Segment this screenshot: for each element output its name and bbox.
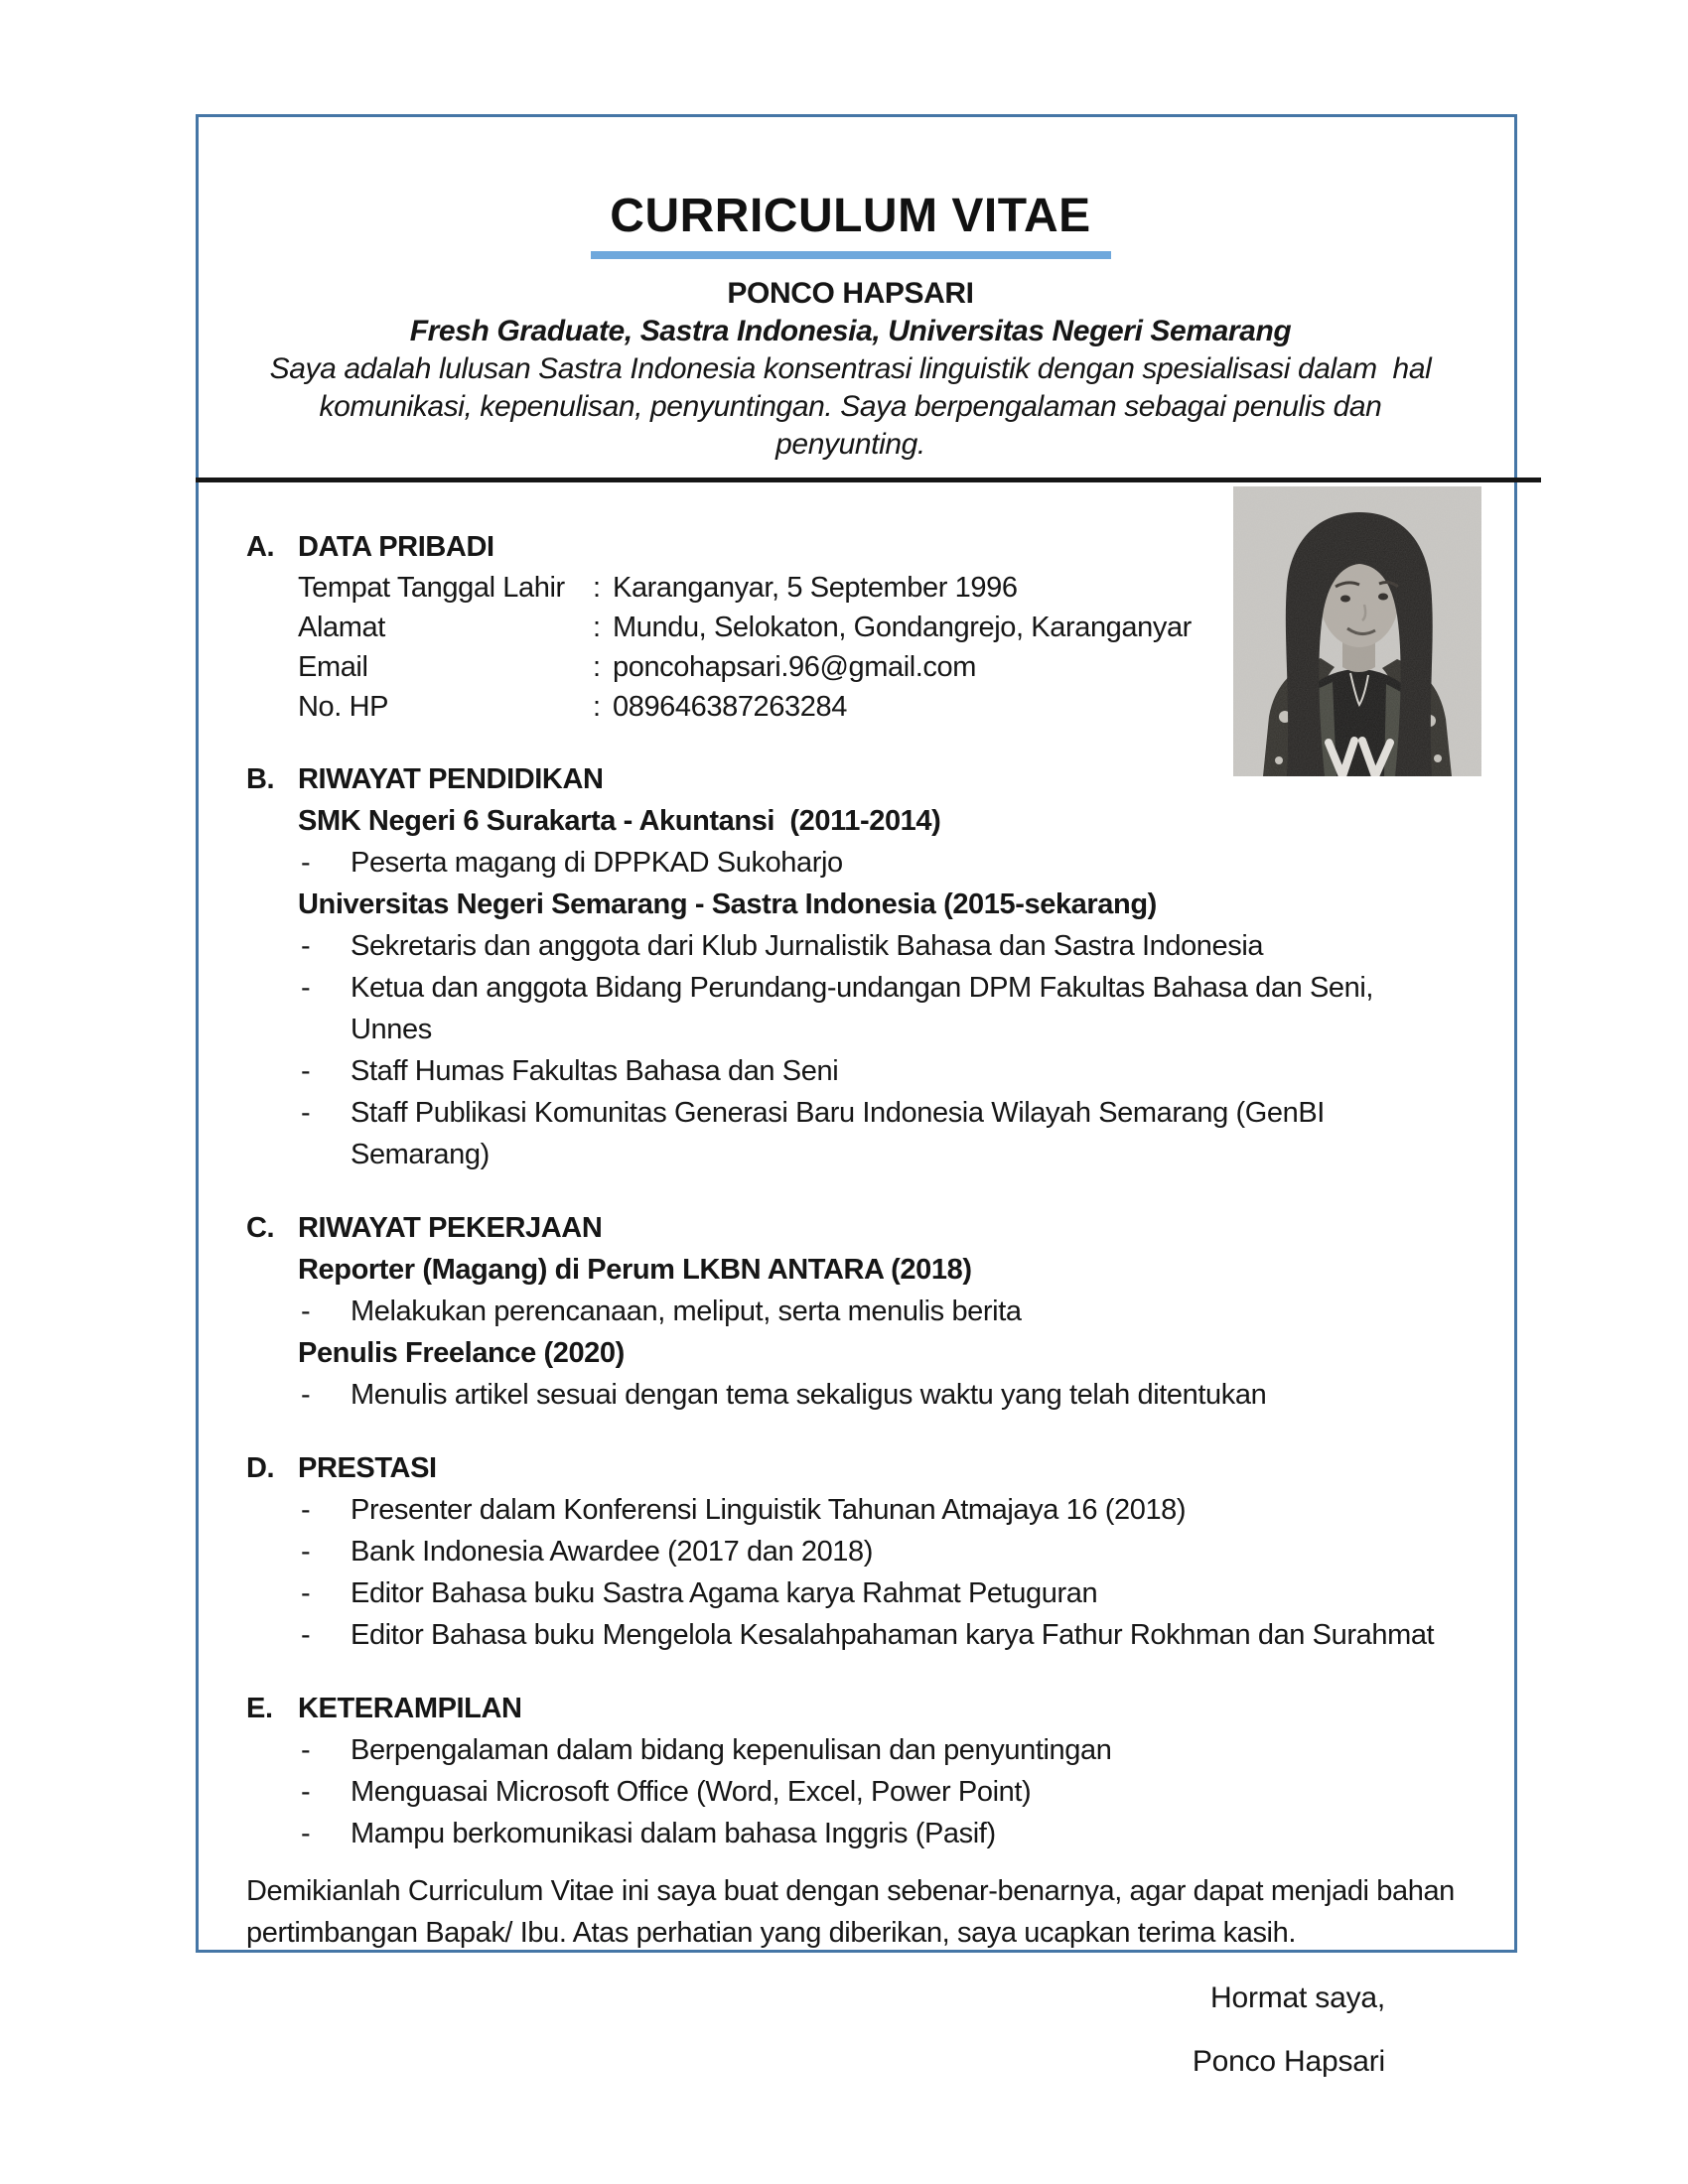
- section-heading: [246, 1688, 1455, 1729]
- page-frame: [196, 114, 1517, 2078]
- section-letter: C.: [246, 1212, 275, 1244]
- bullet-item: [298, 925, 1455, 967]
- section-title: RIWAYAT PENDIDIKAN: [298, 763, 604, 795]
- entry-heading: Universitas Negeri Semarang - Sastra Indonesia (2015-sekarang): [298, 888, 1157, 920]
- bullet-item: [298, 1729, 1455, 1771]
- bullet-text: Editor Bahasa buku Mengelola Kesalahpahaman karya Fathur Rokhman dan Surahmat: [351, 1619, 1435, 1651]
- bullet-text: Bank Indonesia Awardee (2017 dan 2018): [351, 1536, 874, 1568]
- data-row-label: Tempat Tanggal Lahir: [298, 572, 565, 604]
- bullet-dash: -: [301, 1818, 311, 1849]
- entry-heading: Penulis Freelance (2020): [298, 1337, 625, 1369]
- bullet-dash: -: [301, 847, 311, 879]
- page-title: CURRICULUM VITAE: [610, 190, 1091, 242]
- data-row-colon: :: [593, 691, 601, 723]
- person-name: PONCO HAPSARI: [727, 277, 974, 310]
- bullet-dash: -: [301, 930, 311, 962]
- bullet-text: Melakukan perencanaan, meliput, serta menulis berita: [351, 1296, 1022, 1327]
- bullet-item: [298, 1813, 1455, 1854]
- bullet-item: [298, 1489, 1455, 1531]
- data-row-value: Mundu, Selokaton, Gondangrejo, Karanganyar: [613, 612, 1192, 643]
- person-subtitle: Fresh Graduate, Sastra Indonesia, Universitas Negeri Semarang: [409, 315, 1292, 347]
- data-row-label: No. HP: [298, 691, 389, 723]
- data-row-colon: :: [593, 612, 601, 643]
- bullet-dash: -: [301, 1536, 311, 1568]
- bullet-text: Peserta magang di DPPKAD Sukoharjo: [351, 847, 843, 879]
- data-row-colon: :: [593, 651, 601, 683]
- bullet-dash: -: [301, 1619, 311, 1651]
- bullet-text: Editor Bahasa buku Sastra Agama karya Rahmat Petuguran: [351, 1577, 1098, 1609]
- data-row-value: Karanganyar, 5 September 1996: [613, 572, 1018, 604]
- section-letter: A.: [246, 531, 275, 563]
- bullet-text: Berpengalaman dalam bidang kepenulisan dan penyuntingan: [351, 1734, 1112, 1766]
- bullet-item: [298, 1572, 1455, 1614]
- bullet-item: [298, 1771, 1455, 1813]
- data-row-colon: :: [593, 572, 601, 604]
- signature-salutation: Hormat saya,: [1210, 1981, 1385, 2014]
- bullet-item: [298, 1374, 1455, 1416]
- entry-heading: SMK Negeri 6 Surakarta - Akuntansi (2011-2014): [298, 805, 941, 837]
- section-title: PRESTASI: [298, 1452, 437, 1484]
- bullet-text: Menulis artikel sesuai dengan tema sekaligus waktu yang telah ditentukan: [351, 1379, 1267, 1411]
- bullet-text: Sekretaris dan anggota dari Klub Jurnalistik Bahasa dan Sastra Indonesia: [351, 930, 1264, 962]
- bullet-item: [298, 1614, 1455, 1656]
- bullet-dash: -: [301, 1577, 311, 1609]
- closing-paragraph: [246, 1870, 1455, 1954]
- intro-line: komunikasi, kepenulisan, penyuntingan. Saya berpengalaman sebagai penulis dan penyunting.: [319, 390, 1390, 461]
- bullet-item: [298, 1050, 1455, 1092]
- bullet-dash: -: [301, 1055, 311, 1087]
- data-row-value: 089646387263284: [613, 691, 847, 723]
- bullet-dash: -: [301, 972, 311, 1004]
- section-d: [246, 1447, 1455, 1656]
- bullet-dash: -: [301, 1097, 311, 1129]
- bullet-text: Ketua dan anggota Bidang Perundang-undangan DPM Fakultas Bahasa dan Seni, Unnes: [351, 972, 1381, 1045]
- section-c: [246, 1207, 1455, 1416]
- section-title: DATA PRIBADI: [298, 531, 494, 563]
- section-e: [246, 1688, 1455, 1854]
- entry-heading: Reporter (Magang) di Perum LKBN ANTARA (2018): [298, 1254, 972, 1286]
- section-heading: [246, 1447, 1455, 1489]
- portrait-photo-graphic: [1233, 486, 1481, 776]
- signature-name: Ponco Hapsari: [1192, 2045, 1385, 2078]
- bullet-text: Staff Publikasi Komunitas Generasi Baru Indonesia Wilayah Semarang (GenBI Semarang): [351, 1097, 1333, 1170]
- closing-line: Demikianlah Curriculum Vitae ini saya buat dengan sebenar-benarnya, agar dapat menjadi bahan: [246, 1875, 1455, 1907]
- cv-content: [199, 117, 1514, 2078]
- section-title: RIWAYAT PEKERJAAN: [298, 1212, 603, 1244]
- section-heading: [246, 1207, 1455, 1249]
- data-row-value: poncohapsari.96@gmail.com: [613, 651, 977, 683]
- bullet-item: [298, 1531, 1455, 1572]
- profile-photo: [1233, 486, 1481, 776]
- bullet-dash: -: [301, 1776, 311, 1808]
- section-title: KETERAMPILAN: [298, 1693, 522, 1724]
- intro-paragraph: [246, 350, 1455, 464]
- signature-block: [246, 1978, 1455, 2083]
- bullet-dash: -: [301, 1379, 311, 1411]
- title-underline-rule: [591, 251, 1111, 259]
- data-row-label: Email: [298, 651, 368, 683]
- header-separator-line: [196, 478, 1541, 482]
- bullet-item: [298, 842, 1455, 884]
- section-letter: B.: [246, 763, 275, 795]
- section-letter: E.: [246, 1693, 273, 1724]
- closing-line: pertimbangan Bapak/ Ibu. Atas perhatian yang diberikan, saya ucapkan terima kasih.: [246, 1917, 1296, 1949]
- section-letter: D.: [246, 1452, 275, 1484]
- bullet-dash: -: [301, 1734, 311, 1766]
- bullet-text: Menguasai Microsoft Office (Word, Excel, Power Point): [351, 1776, 1032, 1808]
- bullet-item: [298, 1291, 1455, 1332]
- bullet-text: Presenter dalam Konferensi Linguistik Tahunan Atmajaya 16 (2018): [351, 1494, 1187, 1526]
- bullet-item: [298, 1092, 1455, 1175]
- bullet-dash: -: [301, 1296, 311, 1327]
- section-b: [246, 758, 1455, 1175]
- bullet-item: [298, 967, 1455, 1050]
- bullet-text: Mampu berkomunikasi dalam bahasa Inggris (Pasif): [351, 1818, 996, 1849]
- data-row-label: Alamat: [298, 612, 385, 643]
- bullet-dash: -: [301, 1494, 311, 1526]
- intro-line: Saya adalah lulusan Sastra Indonesia konsentrasi linguistik dengan spesialisasi dalam hal: [269, 352, 1432, 385]
- bullet-text: Staff Humas Fakultas Bahasa dan Seni: [351, 1055, 839, 1087]
